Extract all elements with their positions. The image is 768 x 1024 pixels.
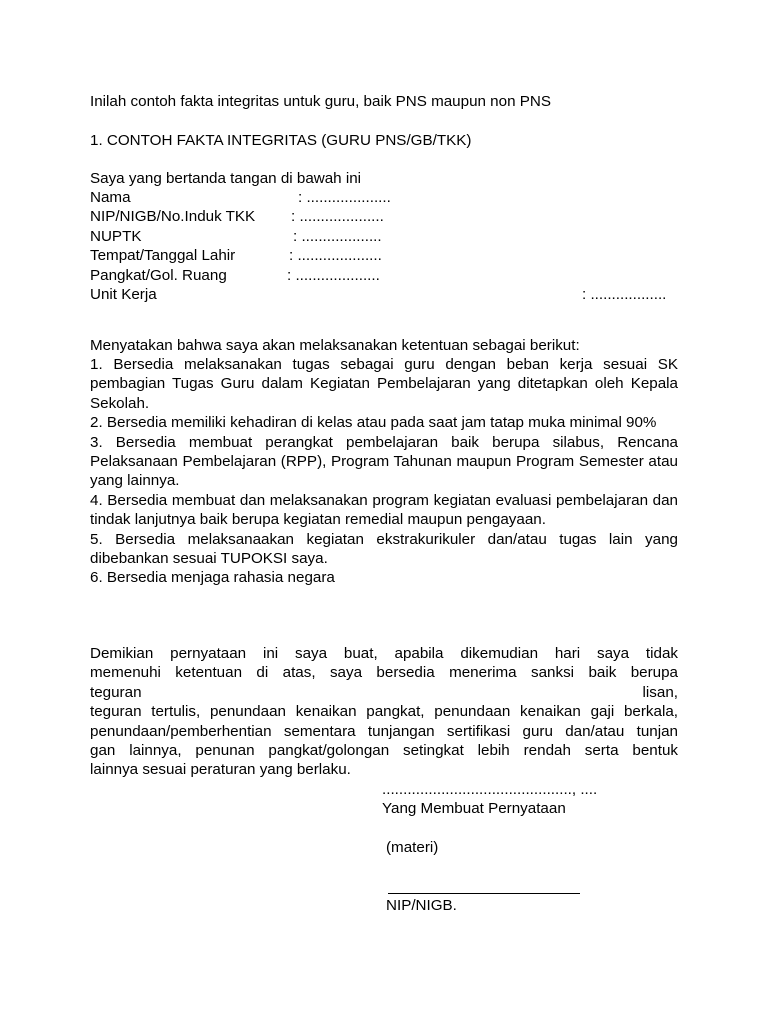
closing-line: gan lainnya, penunan pangkat/golongan setingkat lebih rendah serta bentuk xyxy=(90,742,678,760)
list-item: 1. Bersedia melaksanakan tugas sebagai guru dengan beban kerja sesuai SK pembagian Tugas Guru dalam Kegiatan Pembelajaran yang ditetapkan oleh Kepala Sekolah. xyxy=(90,356,678,412)
list-item: 6. Bersedia menjaga rahasia negara xyxy=(90,569,335,587)
field-nama xyxy=(90,188,678,207)
field-value: : ................... xyxy=(293,227,382,245)
field-label: Tempat/Tanggal Lahir xyxy=(90,247,236,265)
intro-text: Inilah contoh fakta integritas untuk guru, baik PNS maupun non PNS xyxy=(90,93,551,110)
signature-materi: (materi) xyxy=(386,839,439,856)
field-nuptk xyxy=(90,227,678,246)
field-label: NUPTK xyxy=(90,227,142,245)
opening-text: Saya yang bertanda tangan di bawah ini xyxy=(90,170,362,187)
field-value: : .................... xyxy=(298,189,391,206)
field-value: : .................... xyxy=(289,247,382,265)
field-label: Unit Kerja xyxy=(90,285,157,303)
field-label: Nama xyxy=(90,189,131,206)
list-item: 4. Bersedia membuat dan melaksanakan program kegiatan evaluasi pembelajaran dan tindak lanjutnya baik berupa kegiatan remedial maupun pengayaan. xyxy=(90,491,678,529)
closing-line: penundaan/pemberhentian sementara tunjangan sertifikasi guru dan/atau tunjan xyxy=(90,722,678,740)
list-item: 3. Bersedia membuat perangkat pembelajaran baik berupa silabus, Rencana Pelaksanaan Pembelajaran (RPP), Program Tahunan maupun Program Semester atau yang lainnya. xyxy=(90,433,678,490)
signature-nip: NIP/NIGB. xyxy=(386,897,457,914)
field-value: : .................. xyxy=(582,285,667,303)
closing-paragraph xyxy=(90,644,678,780)
closing-line: teguran lisan, xyxy=(90,683,678,701)
statement-text: Menyatakan bahwa saya akan melaksanakan ketentuan sebagai berikut: xyxy=(90,337,580,354)
closing-line: memenuhi ketentuan di atas, saya bersedia menerima sanksi baik berupa xyxy=(90,664,678,682)
field-value: : .................... xyxy=(291,208,384,226)
closing-line: teguran tertulis, penundaan kenaikan pangkat, penundaan kenaikan gaji berkala, xyxy=(90,703,678,721)
field-pangkat xyxy=(90,266,678,285)
field-ttl xyxy=(90,246,678,265)
field-label: NIP/NIGB/No.Induk TKK xyxy=(90,208,256,226)
closing-line: lainnya sesuai peraturan yang berlaku. xyxy=(90,761,351,779)
field-nip xyxy=(90,207,678,226)
list-item: 2. Bersedia memiliki kehadiran di kelas atau pada saat jam tatap muka minimal 90% xyxy=(90,414,657,432)
list-item: 5. Bersedia melaksanaakan kegiatan ekstrakurikuler dan/atau tugas lain yang dibebankan sesuai TUPOKSI saya. xyxy=(90,530,678,568)
signature-date-line: ............................................., .... xyxy=(382,781,598,798)
identity-fields xyxy=(90,188,678,304)
field-unit-kerja xyxy=(90,285,678,304)
field-label: Pangkat/Gol. Ruang xyxy=(90,266,227,284)
commitment-list xyxy=(90,355,678,588)
signature-title: Yang Membuat Pernyataan xyxy=(382,800,566,817)
field-value: : .................... xyxy=(287,266,380,284)
signature-line xyxy=(388,878,580,894)
section-heading: 1. CONTOH FAKTA INTEGRITAS (GURU PNS/GB/TKK) xyxy=(90,132,472,149)
closing-line: Demikian pernyataan ini saya buat, apabila dikemudian hari saya tidak xyxy=(90,645,678,662)
